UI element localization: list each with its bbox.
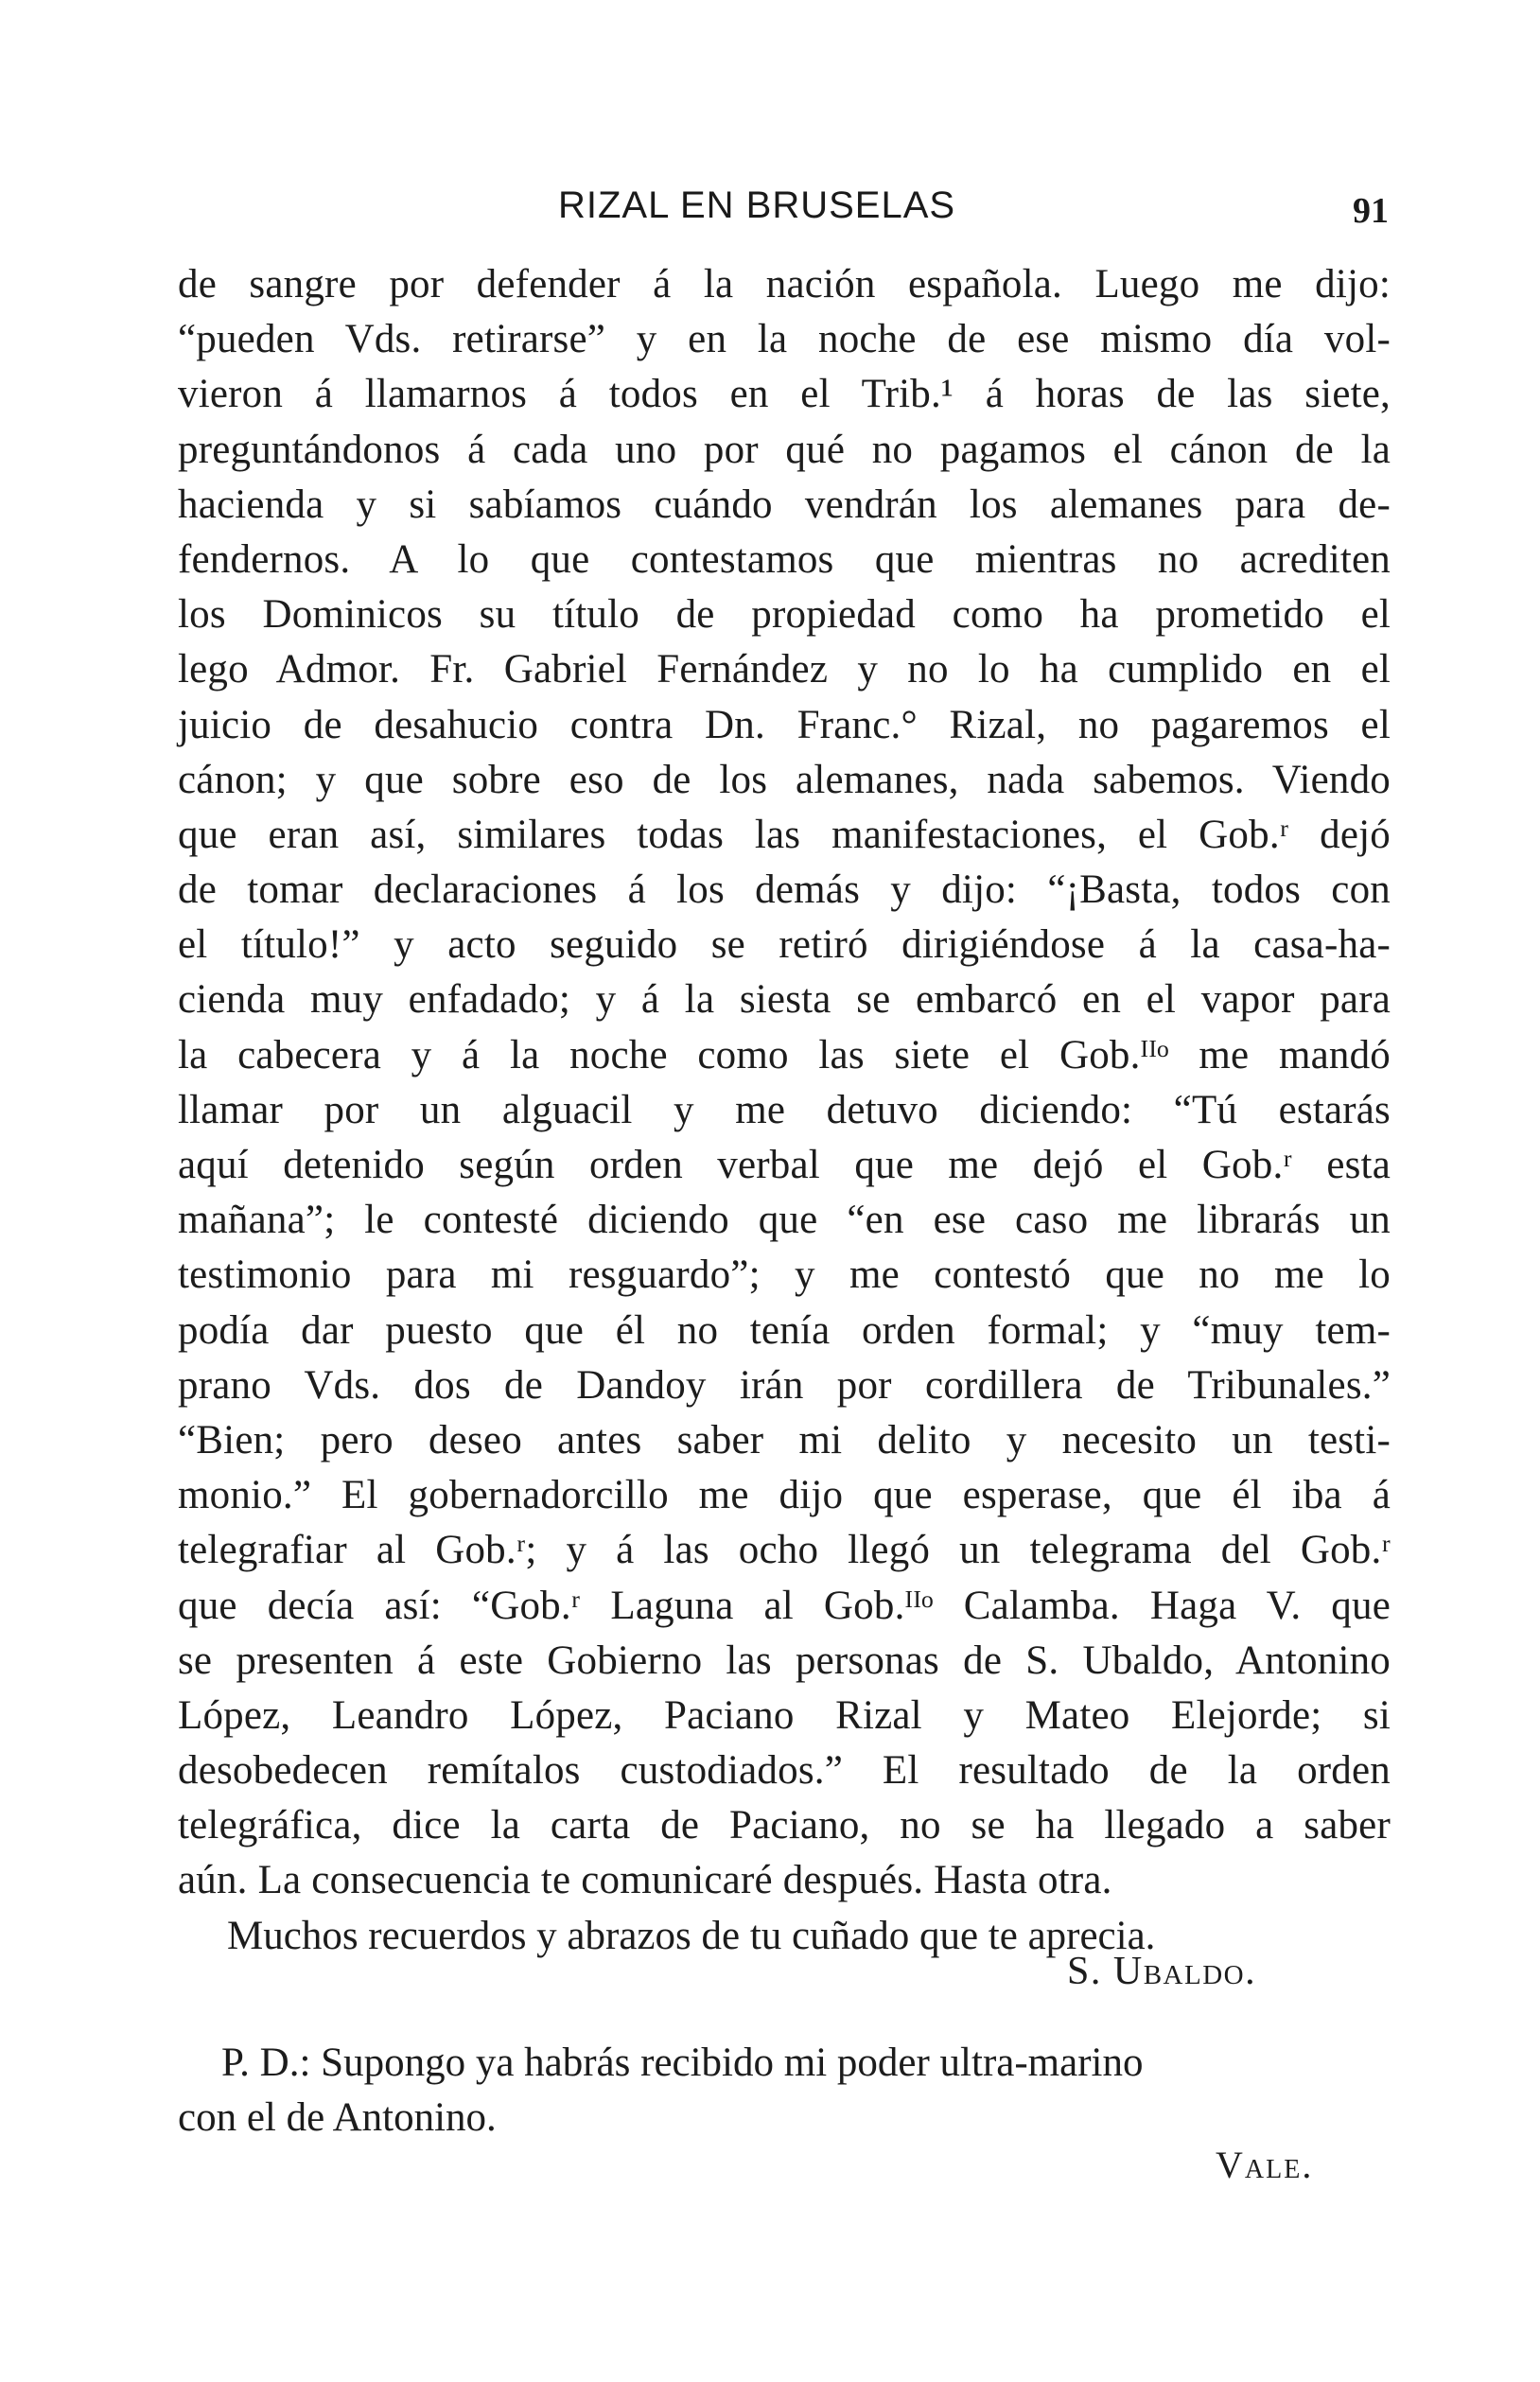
- text-line: hacienda y si sabíamos cuándo vendrán los alemanes para de-: [178, 482, 1391, 527]
- text-line: aún. La consecuencia te comunicaré después. Hasta otra.: [178, 1858, 1112, 1903]
- text-line: cienda muy enfadado; y á la siesta se embarcó en el vapor para: [178, 977, 1391, 1023]
- text-line: “Bien; pero deseo antes saber mi delito y necesito un testi-: [178, 1417, 1391, 1462]
- text-line: la cabecera y á la noche como las siete el Gob.ᴵᴵᵒ me mandó: [178, 1032, 1391, 1077]
- text-line: López, Leandro López, Paciano Rizal y Mateo Elejorde; si: [178, 1692, 1391, 1738]
- letter-body: [178, 257, 1391, 1964]
- text-line: testimonio para mi resguardo”; y me contestó que no me lo: [178, 1252, 1391, 1298]
- text-line: preguntándonos á cada uno por qué no pagamos el cánon de la: [178, 427, 1391, 472]
- text-line: juicio de desahucio contra Dn. Franc.° Rizal, no pagaremos el: [178, 702, 1391, 747]
- running-head: [0, 184, 1540, 241]
- text-line: aquí detenido según orden verbal que me dejó el Gob.ʳ esta: [178, 1143, 1391, 1187]
- text-line: de sangre por defender á la nación española. Luego me dijo:: [178, 262, 1391, 307]
- running-title: RIZAL EN BRUSELAS: [558, 184, 956, 226]
- text-line: telegrafiar al Gob.ʳ; y á las ocho llegó un telegrama del Gob.ʳ: [178, 1528, 1391, 1573]
- text-line: fendernos. A lo que contestamos que mientras no acrediten: [178, 536, 1391, 582]
- text-line: monio.” El gobernadorcillo me dijo que esperase, que él iba á: [178, 1473, 1391, 1518]
- text-line: de tomar declaraciones á los demás y dijo: “¡Basta, todos con: [178, 867, 1391, 913]
- signature: S. Ubaldo.: [1067, 1950, 1257, 1993]
- postscript: [178, 2036, 1391, 2146]
- valediction: Vale.: [1216, 2144, 1314, 2186]
- postscript-line: con el de Antonino.: [178, 2095, 497, 2140]
- text-line: los Dominicos su título de propiedad como ha prometido el: [178, 592, 1391, 638]
- text-line: vieron á llamarnos á todos en el Trib.¹ á horas de las siete,: [178, 372, 1391, 417]
- text-line: se presenten á este Gobierno las personas de S. Ubaldo, Antonino: [178, 1638, 1391, 1683]
- text-line: podía dar puesto que él no tenía orden formal; y “muy tem-: [178, 1307, 1391, 1353]
- postscript-line: P. D.: Supongo ya habrás recibido mi poder ultra-marino: [221, 2040, 1144, 2085]
- closing-line: Muchos recuerdos y abrazos de tu cuñado que te aprecia.: [227, 1913, 1156, 1958]
- text-line: prano Vds. dos de Dandoy irán por cordillera de Tribunales.”: [178, 1362, 1391, 1408]
- text-line: llamar por un alguacil y me detuvo diciendo: “Tú estarás: [178, 1087, 1391, 1132]
- page-number: 91: [1353, 191, 1389, 231]
- text-line: mañana”; le contesté diciendo que “en ese caso me librarás un: [178, 1198, 1391, 1243]
- text-line: lego Admor. Fr. Gabriel Fernández y no lo ha cumplido en el: [178, 647, 1391, 692]
- text-line: telegráfica, dice la carta de Paciano, no se ha llegado a saber: [178, 1803, 1391, 1848]
- text-line: que decía así: “Gob.ʳ Laguna al Gob.ᴵᴵᵒ Calamba. Haga V. que: [178, 1583, 1391, 1628]
- text-line: cánon; y que sobre eso de los alemanes, nada sabemos. Viendo: [178, 757, 1391, 802]
- text-line: que eran así, similares todas las manifestaciones, el Gob.ʳ dejó: [178, 812, 1391, 857]
- text-line: el título!” y acto seguido se retiró dirigiéndose á la casa-ha-: [178, 922, 1391, 968]
- text-line: desobedecen remítalos custodiados.” El resultado de la orden: [178, 1748, 1391, 1794]
- text-line: “pueden Vds. retirarse” y en la noche de ese mismo día vol-: [178, 317, 1391, 362]
